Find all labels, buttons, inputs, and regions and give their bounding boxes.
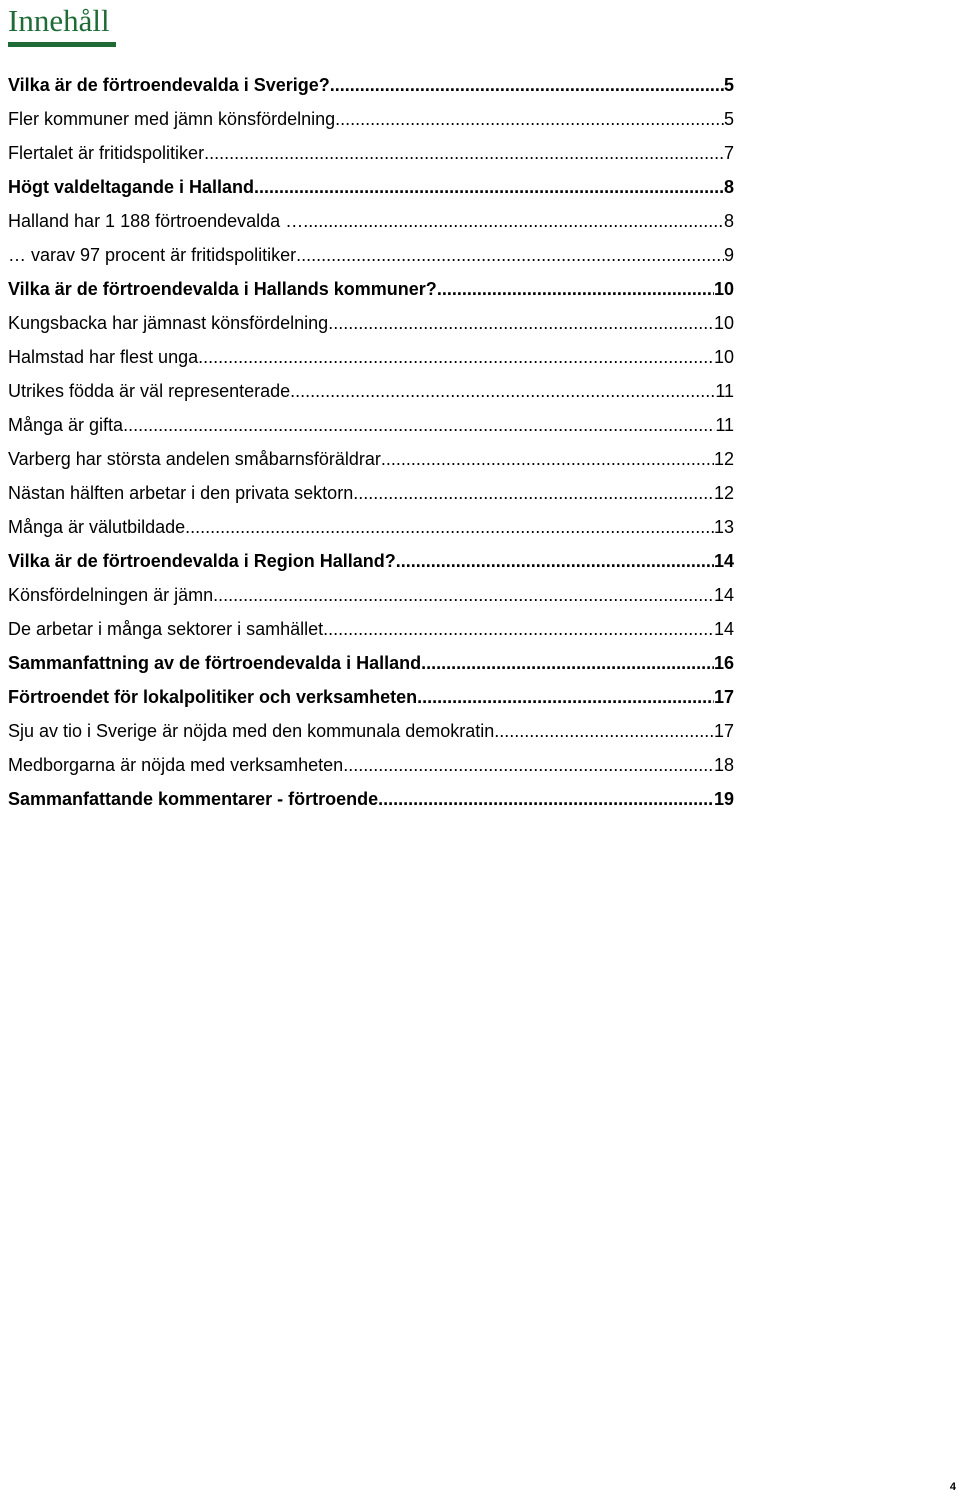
toc-entry-title: Medborgarna är nöjda med verksamheten [8, 755, 344, 775]
toc-entry[interactable] [8, 238, 734, 272]
toc-entry-title: Kungsbacka har jämnast könsfördelning [8, 313, 329, 333]
toc-leader [213, 578, 714, 612]
toc-leader [378, 782, 714, 816]
toc-entry-title: … varav 97 procent är fritidspolitiker [8, 245, 297, 265]
toc-entry-page: 10 [713, 313, 734, 333]
toc-entry-page: 11 [715, 381, 734, 401]
toc-entry-page: 9 [723, 245, 734, 265]
toc-leader [323, 612, 714, 646]
toc-entry[interactable] [8, 204, 734, 238]
toc-entry-page: 10 [713, 347, 734, 367]
toc-entry[interactable] [8, 374, 734, 408]
toc-leader [437, 272, 714, 306]
toc-entry[interactable] [8, 748, 734, 782]
toc-entry-title: Varberg har största andelen småbarnsföräldrar [8, 449, 381, 469]
toc-entry-page: 19 [713, 789, 734, 809]
toc-leader [421, 646, 714, 680]
toc-entry-title: Utrikes födda är väl representerade [8, 381, 291, 401]
toc-entry-page: 17 [713, 721, 734, 741]
toc-leader [254, 170, 724, 204]
toc-entry-title: Sju av tio i Sverige är nöjda med den kommunala demokratin [8, 721, 495, 741]
toc-entry-title: Många är välutbildade [8, 517, 186, 537]
toc-entry[interactable] [8, 340, 734, 374]
toc-entry-page: 18 [713, 755, 734, 775]
toc-entry[interactable] [8, 408, 734, 442]
toc-entry-title: Många är gifta [8, 415, 124, 435]
toc-entry[interactable] [8, 272, 734, 306]
toc-leader [198, 340, 714, 374]
toc-leader [185, 510, 714, 544]
toc-leader [290, 374, 715, 408]
toc-entry-page: 8 [723, 211, 734, 231]
toc-entry-title: Nästan hälften arbetar i den privata sektorn [8, 483, 354, 503]
page-number: 4 [949, 1481, 956, 1493]
toc-entry-page: 7 [723, 143, 734, 163]
toc-entry-page: 5 [723, 75, 734, 95]
toc-entry[interactable] [8, 306, 734, 340]
toc-entry-title: Sammanfattning av de förtroendevalda i Halland [8, 653, 422, 673]
toc-entry-title: Fler kommuner med jämn könsfördelning [8, 109, 336, 129]
toc-entry-page: 12 [713, 483, 734, 503]
toc-entry-page: 14 [713, 551, 734, 571]
toc-entry[interactable] [8, 68, 734, 102]
toc-entry[interactable] [8, 544, 734, 578]
toc-entry[interactable] [8, 782, 734, 816]
toc-entry[interactable] [8, 442, 734, 476]
toc-leader [303, 204, 724, 238]
toc-leader [296, 238, 724, 272]
toc-leader [335, 102, 724, 136]
toc-leader [396, 544, 714, 578]
toc-entry-title: De arbetar i många sektorer i samhället [8, 619, 324, 639]
toc-entry-page: 8 [723, 177, 734, 197]
toc-entry-title: Vilka är de förtroendevalda i Region Halland? [8, 551, 396, 571]
toc-leader [494, 714, 714, 748]
toc-entry-title: Halland har 1 188 förtroendevalda … [8, 211, 304, 231]
toc-leader [343, 748, 714, 782]
toc-entry[interactable] [8, 612, 734, 646]
toc-entry-page: 12 [713, 449, 734, 469]
toc-entry[interactable] [8, 714, 734, 748]
toc-entry-title: Flertalet är fritidspolitiker [8, 143, 205, 163]
toc-leader [328, 306, 714, 340]
toc-entry[interactable] [8, 646, 734, 680]
toc-entry-title: Vilka är de förtroendevalda i Sverige? [8, 75, 330, 95]
toc-entry-title: Vilka är de förtroendevalda i Hallands kommuner? [8, 279, 437, 299]
toc-entry-title: Förtroendet för lokalpolitiker och verksamheten [8, 687, 418, 707]
toc-leader [330, 68, 724, 102]
toc-entry[interactable] [8, 680, 734, 714]
toc-entry-page: 10 [713, 279, 734, 299]
toc-entry[interactable] [8, 476, 734, 510]
toc-entry[interactable] [8, 170, 734, 204]
toc-entry[interactable] [8, 136, 734, 170]
toc-leader [417, 680, 714, 714]
toc-entry-page: 5 [723, 109, 734, 129]
toc-entry-page: 14 [713, 585, 734, 605]
toc-entry-page: 14 [713, 619, 734, 639]
toc-entry[interactable] [8, 510, 734, 544]
toc-entry[interactable] [8, 102, 734, 136]
toc-entry-title: Könsfördelningen är jämn [8, 585, 214, 605]
toc-entry-page: 16 [713, 653, 734, 673]
toc-leader [381, 442, 714, 476]
toc-entry-page: 13 [713, 517, 734, 537]
toc-leader [353, 476, 714, 510]
toc-entry-page: 11 [715, 415, 734, 435]
heading-underline [8, 42, 116, 47]
table-of-contents [8, 68, 734, 816]
toc-entry-title: Högt valdeltagande i Halland [8, 177, 255, 197]
toc-entry-page: 17 [713, 687, 734, 707]
toc-leader [204, 136, 724, 170]
toc-entry[interactable] [8, 578, 734, 612]
toc-entry-title: Sammanfattande kommentarer - förtroende [8, 789, 379, 809]
page-title: Innehåll [8, 3, 110, 38]
toc-entry-title: Halmstad har flest unga [8, 347, 199, 367]
toc-leader [123, 408, 715, 442]
